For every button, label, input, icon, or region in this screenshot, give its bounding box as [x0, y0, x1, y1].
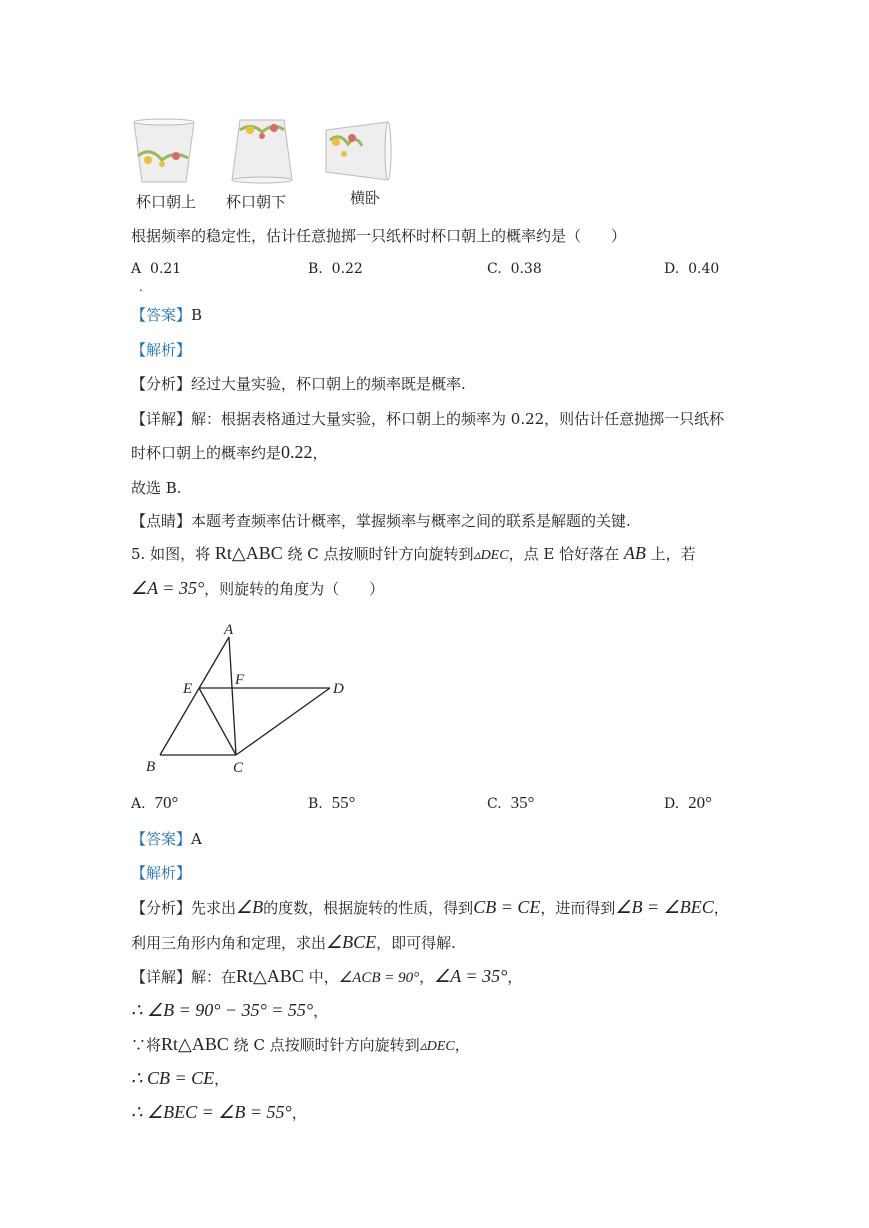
- q5-xj1e: ，: [419, 968, 435, 986]
- cup-upright-image: [128, 116, 200, 188]
- label-b: B: [146, 759, 156, 775]
- q5-fenxi-c: 的度数，根据旋转的性质，得到: [263, 899, 474, 917]
- q5-option-c-letter: C.: [487, 796, 502, 812]
- q5-xiangjie-line5: [131, 1102, 307, 1123]
- cup-upright-caption: 杯口朝上: [136, 193, 197, 211]
- q5-fenxi-g: ，: [713, 899, 729, 917]
- q5-question-line2: [131, 578, 384, 599]
- q4-xiangjie-text2c: ，: [312, 444, 328, 462]
- q4-dianjing: [131, 511, 631, 531]
- q5-l1d: ▵DEC: [473, 548, 509, 563]
- q5-fenxi-2a: 利用三角形内角和定理，求出: [131, 934, 327, 952]
- label-d: D: [333, 681, 344, 697]
- q4-option-d-letter: D.: [664, 261, 680, 277]
- q5-answer-value: A: [191, 830, 202, 848]
- q4-xiangjie-line1: [131, 409, 724, 429]
- q5-xj1g: ，: [507, 968, 523, 986]
- q5-xj3d: ▵DEC: [419, 1039, 455, 1054]
- q5-fenxi-b: ∠B: [236, 897, 264, 917]
- q5-option-c-value: 35°: [510, 793, 535, 812]
- q5-option-d-value: 20°: [688, 793, 712, 812]
- q4-option-c-value: 0.38: [510, 261, 542, 277]
- q5-xj1b: Rt△ABC: [236, 966, 304, 986]
- segment-ec: [199, 688, 236, 755]
- q5-l1a: 5. 如图，将: [131, 545, 211, 563]
- q4-dianjing-tag: 【点睛】: [131, 512, 192, 530]
- q5-fenxi-line2: [131, 932, 456, 953]
- q4-option-b: [308, 261, 363, 277]
- label-c: C: [233, 760, 244, 776]
- q5-option-a-value: 70°: [154, 793, 179, 812]
- q4-option-a-dot: .: [139, 280, 143, 294]
- q5-xiangjie-tag: 【详解】: [131, 968, 192, 986]
- q4-question: 根据频率的稳定性，估计任意抛掷一只纸杯时杯口朝上的概率约是（ ）: [131, 227, 627, 245]
- label-e: E: [183, 681, 193, 697]
- q5-fenxi-tag: 【分析】: [131, 899, 192, 917]
- q4-fenxi: [131, 374, 466, 394]
- q5-fenxi-line1: [131, 897, 729, 918]
- q5-l1b: Rt△ABC: [214, 543, 283, 563]
- q4-choose: 故选 B.: [131, 479, 182, 497]
- segment-dc: [236, 688, 330, 755]
- q4-answer-value: B: [191, 306, 203, 324]
- q5-xj5b: ，: [291, 1104, 307, 1122]
- q5-xiangjie-line1: [131, 966, 522, 988]
- q4-option-b-value: 0.22: [331, 261, 363, 277]
- q5-figure: [140, 615, 360, 780]
- label-f: F: [235, 672, 245, 688]
- q4-option-a-letter: A: [131, 261, 142, 277]
- q5-l1g: 上，若: [650, 545, 696, 563]
- q5-l1e: ，点 E 恰好落在: [508, 545, 620, 563]
- q4-fenxi-tag: 【分析】: [131, 375, 192, 393]
- segment-ac: [229, 637, 236, 755]
- q5-option-b-letter: B.: [308, 796, 323, 812]
- cup-lying-image: [322, 120, 394, 182]
- cup-upsidedown-caption: 杯口朝下: [226, 193, 287, 211]
- q5-xj3a: ∵将: [131, 1036, 162, 1054]
- q4-option-d: [664, 261, 719, 277]
- q5-l1c: 绕 C 点按顺时针方向旋转到: [287, 545, 474, 563]
- q4-dianjing-text: 本题考查频率估计概率，掌握频率与概率之间的联系是解题的关键.: [191, 512, 631, 530]
- q4-analysis-tag: 【解析】: [131, 341, 192, 359]
- q5-xiangjie-line3: [131, 1034, 470, 1057]
- q5-fenxi-e: ，进而得到: [540, 899, 616, 917]
- q4-option-a-value: 0.21: [150, 261, 182, 277]
- cup-lying-caption: 横卧: [350, 189, 381, 207]
- q5-option-b: [308, 793, 355, 813]
- q5-xj3e: ，: [454, 1036, 470, 1054]
- q4-option-d-value: 0.40: [688, 261, 720, 277]
- q5-answer: [131, 829, 202, 849]
- q5-fenxi-a: 先求出: [191, 899, 237, 917]
- q5-fenxi-d: CB = CE: [473, 897, 541, 917]
- q5-xj2b: ，: [313, 1002, 329, 1020]
- label-a: A: [224, 622, 234, 638]
- q4-xiangjie-tag: 【详解】: [131, 410, 192, 428]
- q5-xj1f: ∠A = 35°: [434, 966, 508, 986]
- q4-option-a: [131, 261, 181, 277]
- q4-xiangjie-text2a: 时杯口朝上的概率约是: [131, 444, 282, 462]
- q4-xiangjie-text1: 解：根据表格通过大量实验，杯口朝上的频率为 0.22，则估计任意抛掷一只纸杯: [191, 410, 725, 428]
- q5-question-line1: [131, 543, 696, 566]
- q5-analysis-tag: 【解析】: [131, 864, 192, 882]
- q4-option-b-letter: B.: [308, 261, 323, 277]
- q5-xj5: ∴ ∠BEC = ∠B = 55°: [131, 1102, 292, 1122]
- q4-option-c-letter: C.: [487, 261, 502, 277]
- q5-option-a-letter: A.: [131, 796, 146, 812]
- q5-xj4: ∴ CB = CE: [131, 1068, 215, 1088]
- q4-fenxi-text: 经过大量实验，杯口朝上的频率既是概率.: [191, 375, 466, 393]
- q4-option-c: [487, 261, 542, 277]
- q5-xiangjie-line2: [131, 1000, 328, 1021]
- q5-xj1a: 解：在: [191, 968, 237, 986]
- q5-l2b: ，则旋转的角度为（ ）: [204, 580, 385, 598]
- q5-option-b-value: 55°: [331, 793, 356, 812]
- q5-option-d: [664, 793, 712, 813]
- q5-l2a: ∠A = 35°: [131, 578, 205, 598]
- q5-option-a: [131, 793, 178, 813]
- q5-xj3b: Rt△ABC: [161, 1034, 229, 1054]
- q5-fenxi-f: ∠B = ∠BEC: [615, 897, 714, 917]
- q5-fenxi-2b: ∠BCE: [326, 932, 377, 952]
- q5-option-d-letter: D.: [664, 796, 680, 812]
- q5-l1f: AB: [623, 543, 646, 563]
- q5-answer-tag: 【答案】: [131, 830, 192, 848]
- q4-xiangjie-line2: [131, 442, 328, 463]
- q4-answer-tag: 【答案】: [131, 306, 192, 324]
- q4-answer: [131, 305, 202, 325]
- q5-xj1c: 中，: [308, 968, 339, 986]
- q5-xj3c: 绕 C 点按顺时针方向旋转到: [233, 1036, 420, 1054]
- segment-ab: [160, 637, 229, 755]
- q4-xiangjie-value: 0.22: [281, 442, 313, 462]
- q5-xj1d: ∠ACB = 90°: [338, 970, 420, 986]
- q5-fenxi-2c: ，即可得解.: [376, 934, 456, 952]
- cup-upsidedown-image: [226, 114, 298, 186]
- q5-xiangjie-line4: [131, 1068, 229, 1089]
- q5-xj4b: ，: [214, 1070, 230, 1088]
- q5-xj2: ∴ ∠B = 90° − 35° = 55°: [131, 1000, 314, 1020]
- q5-option-c: [487, 793, 534, 813]
